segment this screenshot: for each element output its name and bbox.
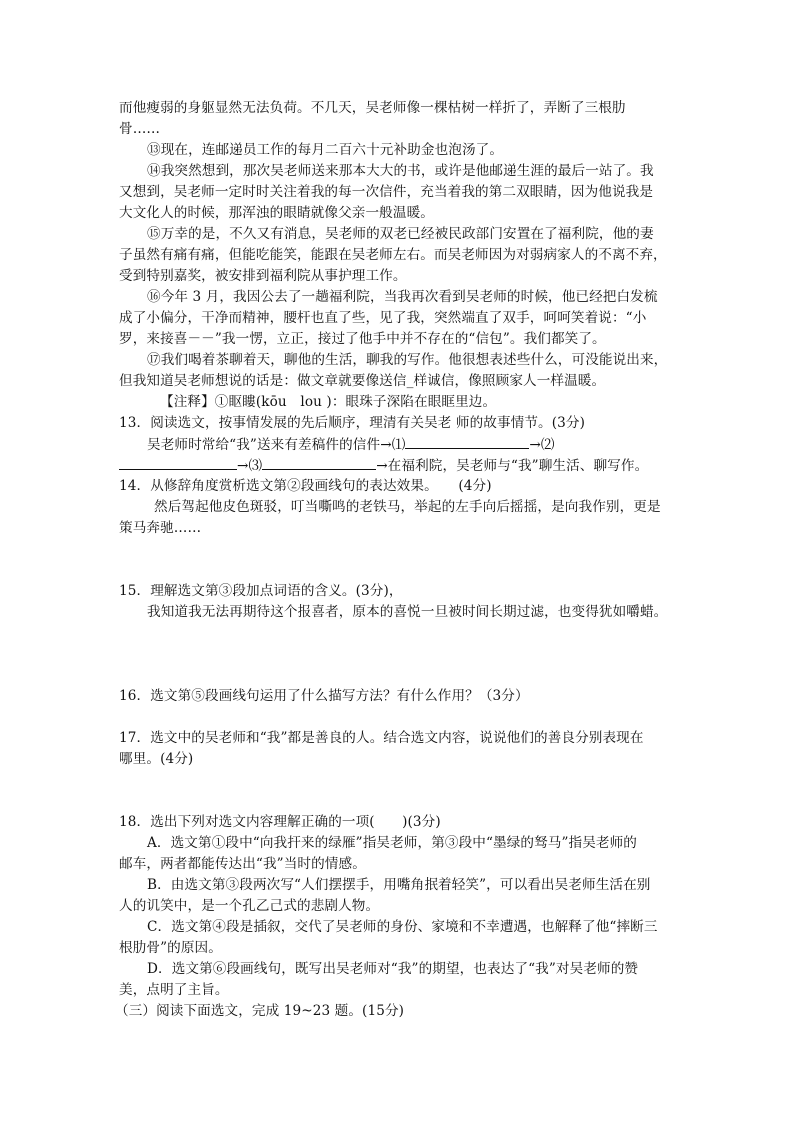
answer-blank-2[interactable] (119, 455, 237, 470)
q13-text-b: →⑵ (529, 437, 555, 453)
section-heading: （三）阅读下面选文，完成 19~23 题。(15分) (115, 1003, 405, 1019)
passage-line: 大文化人的时候，那浑浊的眼睛就像父亲一般温暖。 (119, 205, 434, 221)
passage-line: 而他瘦弱的身躯显然无法负荷。不几天，吴老师像一棵枯树一样折了，弄断了三根肋 (119, 100, 626, 116)
passage-line: 但我知道吴老师想说的话是：做文章就要像送信_样诚信，像照顾家人一样温暖。 (119, 373, 606, 389)
q13-text-d: →在福利院，吴老师与“我”聊生活、聊写作。 (376, 458, 649, 474)
option-a: A．选文第①段中“向我扞来的绿雁”指吴老师，第③段中“墨绿的驽马”指吴老师的 (147, 835, 638, 851)
option-c-cont: 根肋骨”的原因。 (119, 940, 222, 956)
option-b: B．由选文第③段两次写“人们摆摆手，用嘴角抿着轻笑”，可以看出吴老师生活在别 (147, 877, 651, 893)
question-18: 18．选出下列对选文内容理解正确的一项( )(3分) (119, 814, 441, 830)
option-d-cont: 美，点明了主旨。 (119, 982, 229, 998)
paragraph-16: ⑯今年 3 月，我因公去了一趟福利院，当我再次看到吴老师的时候，他已经把白发梳 (147, 289, 658, 305)
q13-plot-line-1 (147, 434, 555, 456)
option-a-cont: 邮车，两者都能传达出“我”当时的情感。 (119, 856, 366, 872)
q13-text-c: →⑶ (237, 458, 263, 474)
passage-line: 成了小偏分，干净而精神，腰杆也直了些，见了我，突然端直了双手，呵呵笑着说：“小 (119, 310, 647, 326)
question-14: 14．从修辞角度赏析选文第②段画线句的表达效果。 (4分) (119, 478, 492, 494)
answer-blank-1[interactable] (405, 434, 529, 449)
paragraph-14: ⑭我突然想到，那次吴老师送来那本大大的书，或许是他邮递生涯的最后一站了。我 (147, 163, 654, 179)
q15-quote: 我知道我无法再期待这个报喜者，原本的喜悦一旦被时间长期过滤，也变得犹如嚼蜡。 (147, 604, 668, 620)
option-c: C．选文第④段是插叙，交代了吴老师的身份、家境和不幸遭遇，也解释了他“摔断三 (147, 919, 658, 935)
passage-line: 又想到，吴老师一定时时关注着我的每一次信件，充当着我的第二双眼睛，因为他说我是 (119, 184, 654, 200)
q13-plot-line-2 (119, 455, 648, 477)
option-d: D．选文第⑥段画线句，既写出吴老师对“我”的期望，也表达了“我”对吴老师的赞 (147, 961, 639, 977)
option-b-cont: 人的讥笑中，是一个孔乙己式的悲剧人物。 (119, 898, 380, 914)
paragraph-13: ⑬现在，连邮递员工作的每月二百六十元补助金也泡汤了。 (147, 142, 504, 158)
answer-blank-3[interactable] (262, 455, 376, 470)
paragraph-15: ⑮万幸的是，不久又有消息，吴老师的双老已经被民政部门安置在了福利院，他的妻 (147, 226, 654, 242)
passage-line: 子虽然有痛有痛，但能吃能笑，能跟在吴老师左右。而吴老师因为对弱病家人的不离不弃， (119, 247, 667, 263)
q13-text-a: 吴老师时常给“我”送来有差稿件的信件→⑴ (147, 437, 406, 453)
passage-line: 骨…… (119, 121, 161, 137)
passage-line: 受到特别嘉奖，被安排到福利院从事护理工作。 (119, 268, 407, 284)
q14-quote: 然后驾起他皮色斑驳，叮当嘶鸣的老铁马，举起的左手向后摇摇，是向我作别，更是 (154, 499, 661, 515)
question-17-cont: 哪里。(4分) (119, 751, 194, 767)
question-15: 15．理解选文第③段加点词语的含义。(3分)， (119, 583, 403, 599)
question-16: 16．选文第⑤段画线句运用了什么描写方法？有什么作用？（3分） (119, 688, 529, 704)
question-17: 17．选文中的吴老师和“我”都是善良的人。结合选文内容，说说他们的善良分别表现在 (119, 730, 644, 746)
question-13: 13．阅读选文，按事情发展的先后顺序，理清有关吴老 师的故事情节。(3分) (119, 415, 585, 431)
annotation-note: 【注释】①眍瞜(kōu lou )：眼珠子深陷在眼眶里边。 (160, 394, 497, 410)
passage-line: 罗，来接喜－－”我一愣，立正，接过了他手中并不存在的“信包”。我们都笑了。 (119, 331, 606, 347)
paragraph-17: ⑰我们喝着茶聊着天，聊他的生活，聊我的写作。他很想表述些什么，可没能说出来， (147, 352, 668, 368)
q14-quote: 策马奔驰…… (119, 520, 202, 536)
